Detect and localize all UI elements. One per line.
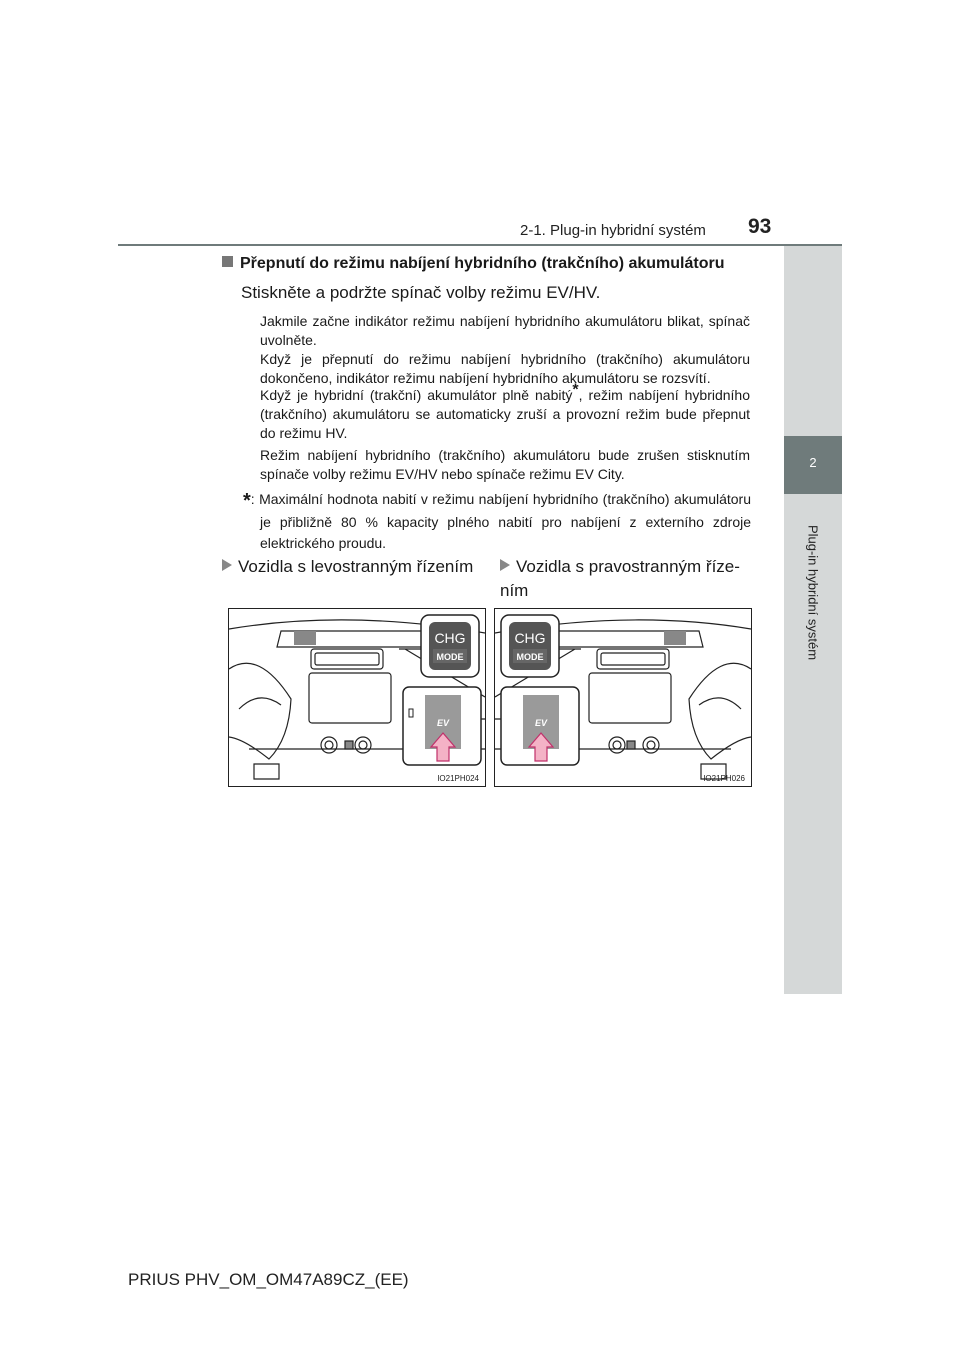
- note-3-part-1: Když je hybridní (trakční) akumulátor plně nabitý: [260, 387, 573, 403]
- ev-label-right: EV: [534, 718, 548, 728]
- square-bullet-icon: [222, 256, 233, 267]
- note-3: [260, 381, 750, 443]
- mode-label-right: MODE: [516, 652, 544, 662]
- right-figure-title: Vozidla s pravostranným říze-ním: [500, 557, 740, 600]
- header-rule: [118, 244, 842, 246]
- note-1: Jakmile začne indikátor režimu nabíjení hybridního akumulátoru blikat, spínač uvolněte.: [260, 313, 750, 348]
- note-2: Když je přepnutí do režimu nabíjení hybridního (trakčního) akumulátoru dokončeno, indikátor režimu nabíjení hybridního akumulátoru se rozsvítí.: [260, 351, 750, 386]
- note-4: Režim nabíjení hybridního (trakčního) akumulátoru bude zrušen stisknutím spínače volby režimu EV/HV nebo spínače režimu EV City.: [260, 447, 750, 482]
- section-title: [222, 255, 724, 273]
- figure-code-right: IO21PH026: [703, 774, 745, 783]
- dashboard-illustration-left: [229, 609, 485, 786]
- figure-code-left: IO21PH024: [437, 774, 479, 783]
- footnote: [243, 489, 751, 554]
- left-hand-drive-figure: [228, 608, 486, 787]
- section-title-text: Přepnutí do režimu nabíjení hybridního (trakčního) akumulátoru: [240, 255, 725, 272]
- chapter-tab[interactable]: [784, 436, 842, 494]
- chg-label-left: CHG: [434, 630, 466, 646]
- chapter-number: 2: [809, 455, 817, 470]
- triangle-bullet-icon: [500, 559, 510, 571]
- chapter-title: Plug-in hybridní systém: [805, 524, 821, 661]
- ev-label-left: EV: [436, 718, 450, 728]
- header-section: 2-1. Plug-in hybridní systém: [520, 222, 706, 239]
- page-number: 93: [748, 215, 772, 238]
- side-tab-upper: [784, 246, 842, 436]
- mode-label-left: MODE: [436, 652, 464, 662]
- note-3-part-2: , režim nabíjení hybridního (trakčního) akumulátoru se automaticky zruší a provozní režim bude přepnut do režimu HV.: [260, 387, 750, 441]
- instruction: Stiskněte a podržte spínač volby režimu EV/HV.: [241, 283, 601, 302]
- footnote-ref: *: [572, 381, 579, 399]
- footnote-text: : Maximální hodnota nabití v režimu nabíjení hybridního (trakčního) akumulátoru je přibližně 80 % kapacity plného nabití pro nabíjení z externího zdroje elektrického proudu.: [250, 491, 751, 551]
- right-hand-drive-figure: [494, 608, 752, 787]
- chg-label-right: CHG: [514, 630, 546, 646]
- left-figure-title: Vozidla s levostranným řízením: [222, 555, 482, 579]
- footnote-marker: *: [243, 490, 251, 512]
- triangle-bullet-icon: [222, 559, 232, 571]
- footer-model-code: PRIUS PHV_OM_OM47A89CZ_(EE): [128, 1270, 409, 1289]
- dashboard-illustration-right: [495, 609, 751, 786]
